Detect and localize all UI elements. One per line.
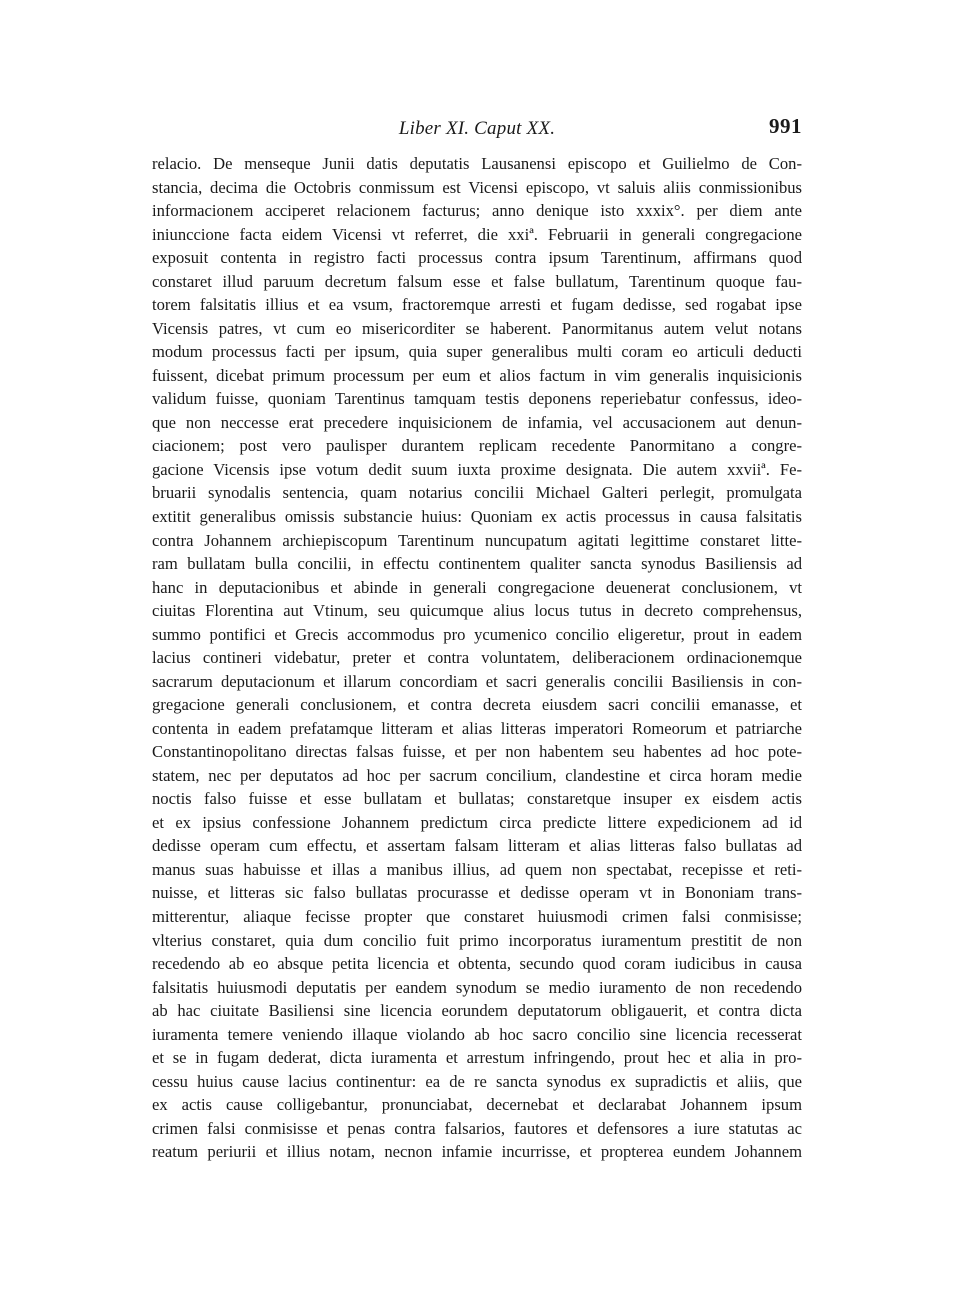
text-line: modum processus facti per ipsum, quia super generalibus multi coram eo articuli deducti xyxy=(152,342,802,362)
text-line: iuramenta temere veniendo illaque violando ab hoc sacro concilio sine licencia recesserat xyxy=(152,1024,802,1044)
text-line: stancia, decima die Octobris conmissum est Vicensi episcopo, vt saluis aliis conmissionibus xyxy=(152,177,802,197)
text-line: ex actis cause colligebantur, pronunciabat, decernebat et declarabat Johannem ipsum xyxy=(152,1095,802,1115)
text-line: gacione Vicensis ipse votum dedit suum iuxta proxime designata. Die autem xxviiª. Fe- xyxy=(152,459,802,479)
page-number: 991 xyxy=(769,114,802,138)
text-line: extitit generalibus omissis substancie huius: Quoniam ex actis processus in causa falsitatis xyxy=(152,506,802,526)
text-line: informacionem acciperet relacionem facturus; anno denique isto xxxix°. per diem ante xyxy=(152,201,802,221)
text-line: torem falsitatis illius et ea vsum, fractoremque arresti et fugam dedisse, sed rogabat ipse xyxy=(152,295,802,315)
text-line: noctis falso fuisse et esse bullatam et bullatas; constaretque insuper ex eisdem actis xyxy=(152,789,802,809)
body-text xyxy=(152,152,802,1164)
text-line: bruarii synodalis sentencia, quam notarius concilii Michael Galteri perlegit, promulgata xyxy=(152,483,802,503)
text-line: constaret illud paruum decretum falsum esse et false bullatum, Tarentinum quoque fau- xyxy=(152,271,802,291)
text-line: statem, nec per deputatos ad hoc per sacrum concilium, clandestine et circa horam medie xyxy=(152,765,802,785)
running-title: Liber XI. Caput XX. xyxy=(398,118,556,139)
text-line: manus suas habuisse et illas a manibus illius, ad quem non spectabat, recepisse et reti- xyxy=(152,859,802,879)
text-line: Constantinopolitano directas falsas fuisse, et per non habentem seu habentes ad hoc pote- xyxy=(152,742,802,762)
text-line: contenta in eadem prefatamque litteram et alias litteras imperatori Romeorum et patriarche xyxy=(152,718,802,738)
text-line: validum fuisse, quoniam Tarentinus tamquam testis deponens reperiebatur confessus, ideo- xyxy=(152,389,802,409)
text-line: gregacione generali conclusionem, et contra decreta eiusdem sacri concilii emanasse, et xyxy=(152,695,802,715)
text-line: vlterius constaret, quia dum concilio fuit primo incorporatus iuramentum prestitit de non xyxy=(152,930,802,950)
text-line: mitterentur, aliaque fecisse propter que constaret huiusmodi crimen falsi conmisisse; xyxy=(152,907,802,926)
text-line: summo pontifici et Grecis accommodus pro ycumenico concilio eligeretur, prout in eadem xyxy=(152,624,802,644)
text-line: ab hac ciuitate Basiliensi sine licencia eorundem deputatorum obligauerit, et contra dicta xyxy=(152,1001,802,1021)
text-line: crimen falsi conmisisse et penas contra falsarios, fautores et defensores a iure statutas ac xyxy=(152,1118,802,1138)
text-line: fuissent, dicebat primum processum per eum et alios factum in vim generalis inquisicionis xyxy=(152,365,802,385)
text-line: exposuit contenta in registro facti processus contra ipsum Tarentinum, affirmans quod xyxy=(152,248,802,268)
text-line: nuisse, et litteras sic falso bullatas procurasse et dedisse operam vt in Bononiam trans- xyxy=(152,883,802,903)
text-line: que non neccesse erat precedere inquisicionem de infamia, vel accusacionem aut denun- xyxy=(152,412,802,432)
text-line: reatum periurii et illius notam, necnon infamie incurrisse, et propterea eundem Johannem xyxy=(152,1142,802,1162)
text-line: recedendo ab eo absque petita licencia et obtenta, secundo quod coram iudicibus in causa xyxy=(152,954,802,974)
text-line: ciacionem; post vero paulisper durantem replicam recedente Panormitano a congre- xyxy=(152,436,802,456)
text-line: relacio. De menseque Junii datis deputatis Lausanensi episcopo et Guilielmo de Con- xyxy=(152,154,802,173)
text-line: ram bullatam bulla concilii, in effectu continentem qualiter sancta synodus Basiliensis ad xyxy=(152,554,802,574)
text-line: dedisse operam cum effectu, et assertam falsam litteram et alias litteras falso bullatas ad xyxy=(152,836,802,856)
text-line: iniunccione facta eidem Vicensi vt referret, die xxiª. Februarii in generali congregacione xyxy=(152,224,802,244)
text-line: hanc in deputacionibus et abinde in generali congregacione deuenerat conclusionem, vt xyxy=(152,577,802,597)
text-line: Vicensis patres, vt cum eo misericorditer se haberent. Panormitanus autem velut notans xyxy=(152,318,802,338)
text-line: contra Johannem archiepiscopum Tarentinum nuncupatum agitati legittime constaret litte- xyxy=(152,530,802,550)
text-line: falsitatis huiusmodi deputatis per eandem synodum se medio iuramento de non recedendo xyxy=(152,977,802,997)
text-line: ciuitas Florentina aut Vtinum, seu quicumque alius locus tutus in decreto comprehensus, xyxy=(152,601,802,621)
text-line: et ex ipsius confessione Johannem predictum circa predicte littere expedicionem ad id xyxy=(152,812,802,832)
page-header xyxy=(152,114,802,146)
text-line: et se in fugam dederat, dicta iuramenta et arrestum infringendo, prout hec et alia in pro- xyxy=(152,1048,802,1068)
text-line: lacius contineri videbatur, preter et contra voluntatem, deliberacionem ordinacionemque xyxy=(152,648,802,668)
text-line: cessu huius cause lacius continentur: ea de re sancta synodus ex supradictis et aliis, que xyxy=(152,1071,802,1091)
text-line: sacrarum deputacionum et illarum concordiam et sacri generalis concilii Basiliensis in con- xyxy=(152,671,802,691)
